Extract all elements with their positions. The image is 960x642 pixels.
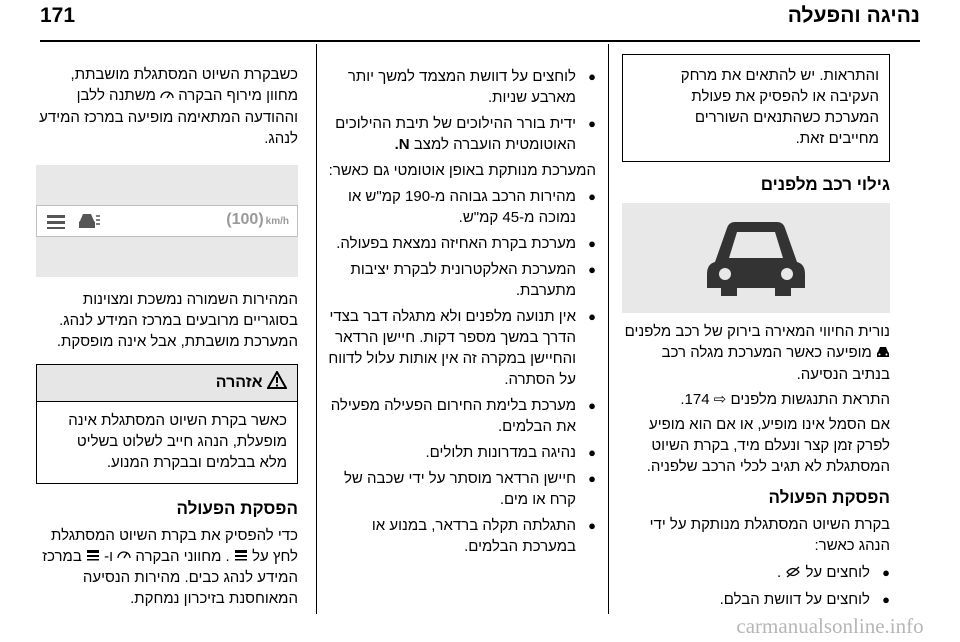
column-divider-left xyxy=(316,44,317,614)
driver-info-display-panel xyxy=(36,165,298,277)
para-text: המהירות השמורה נמשכת ומצוינות xyxy=(82,290,298,308)
para-text: מחוון מירוף הבקרה xyxy=(178,87,298,104)
list-text: במקרה זה אין אותות xyxy=(399,350,526,367)
cruise-indicator-icon xyxy=(160,86,174,107)
watermark: carmanualsonline.info xyxy=(736,614,924,638)
paragraph-crossref xyxy=(622,389,890,411)
cancel-icon xyxy=(785,563,801,584)
warning-line: מופעלת, הנהג חייב לשלוט בשליט xyxy=(76,432,287,450)
car-indicator-icon xyxy=(876,343,890,364)
list-item xyxy=(328,306,596,390)
para-text: התראת התנגשות מלפנים xyxy=(730,390,890,408)
list-text: חיישן הרדאר והחיישן xyxy=(335,329,576,367)
paragraph-deactivation xyxy=(622,514,890,556)
section-heading-stop: הפסקת הפעולה xyxy=(176,498,298,518)
warning-box xyxy=(36,364,298,484)
list-text: חיישן הרדאר מוסתר על ידי שכבה של xyxy=(343,470,576,487)
para-text: המסתגלת לא תגיב לכלי הרכב שלפניה. xyxy=(646,458,890,476)
left-column xyxy=(36,64,298,609)
list-text: אין תנועה מלפנים ולא מתגלה דבר xyxy=(363,308,576,325)
para-text: מלפנים xyxy=(624,323,672,340)
para-text: בסוגריים מרובעים במרכז המידע לנהג. xyxy=(59,311,298,329)
list-text: ההילוכים האוטומטית הועברה למצב xyxy=(335,115,576,153)
list-item xyxy=(328,515,596,557)
list-item xyxy=(328,113,596,155)
paragraph-stored-speed xyxy=(36,289,298,352)
cruise-control-icon xyxy=(117,546,131,567)
paragraph-indicator xyxy=(622,321,890,385)
para-text: ו- xyxy=(104,547,114,565)
list-text: לוחצים על דוושת המצמד למשך יותר xyxy=(347,68,576,85)
list-item xyxy=(328,468,596,510)
list-text: . xyxy=(776,564,782,582)
note-line: המערכת כשהתנאים השוררים xyxy=(694,109,879,126)
list-text: ידית בורר ההילוכים של תיבת xyxy=(395,115,576,132)
para-text: לפרק זמן קצר ונעלם מיד, בקרת השיוט xyxy=(651,437,890,455)
list-text: בפעולה. xyxy=(336,235,389,252)
display-icons xyxy=(45,212,101,230)
list-text: לוחצים על xyxy=(805,564,870,582)
para-text: אם הסמל אינו מופיע, או אם הוא מופיע xyxy=(649,416,890,434)
note-box xyxy=(622,54,890,162)
para-text: וההודעה המתאימה מופיעה במרכז המידע xyxy=(39,108,298,126)
para-text: בקרת השיוט המסתגלת מנותקת על ידי xyxy=(649,516,890,534)
list-text: מפעילה את הבלמים. xyxy=(330,397,576,435)
warning-header xyxy=(37,365,297,402)
driver-info-display xyxy=(36,205,298,237)
para-text: המערכת מושבתת, אבל אינה מופסקת. xyxy=(56,332,298,350)
gear-position: N. xyxy=(394,136,410,153)
note-line: העקיבה או להפסיק את פעולת xyxy=(691,88,879,105)
page-header-title: נהיגה והפעלה xyxy=(787,4,920,27)
list-text: מהירות הרכב גבוהה מ-190 קמ"ש או xyxy=(347,188,576,205)
list-text: נמוכה מ-45 קמ"ש. xyxy=(458,209,576,226)
deactivation-conditions-list xyxy=(328,66,596,155)
para-text: נורית החיווי המאירה בירוק של רכב xyxy=(675,323,890,340)
middle-column xyxy=(328,66,596,562)
page-ref: 174. xyxy=(680,390,710,408)
para-text: המאוחסנת בזיכרון נמחקת. xyxy=(130,590,298,608)
distance-icon xyxy=(86,546,100,567)
header-rule xyxy=(40,40,920,42)
list-text: מתערבת. xyxy=(515,282,576,299)
list-text: מארבע שניות. xyxy=(488,89,576,106)
list-item xyxy=(328,442,596,463)
list-item xyxy=(328,395,596,437)
warning-title: אזהרה xyxy=(215,373,263,391)
para-text: במרכז xyxy=(42,547,82,565)
list-text: מערכת בלימת החירום הפעילה xyxy=(384,397,576,414)
paragraph-disabled-state xyxy=(36,64,298,149)
list-item xyxy=(328,259,596,301)
para-text: כאשר: xyxy=(328,162,369,179)
list-text: מערכת בקרת האחיזה נמצאת xyxy=(392,235,576,252)
following-distance-icon xyxy=(45,212,67,230)
list-item xyxy=(328,233,596,254)
para-text: משתנה ללבן xyxy=(76,87,156,104)
warning-body xyxy=(37,402,297,483)
auto-deactivation-list xyxy=(328,186,596,557)
para-text: מופיעה כאשר המערכת מגלה xyxy=(690,344,872,361)
warning-line: מלא בבלמים ובבקרת המנוע. xyxy=(106,453,287,471)
note-line: מחייבים זאת. xyxy=(795,130,879,147)
para-text: כשבקרת השיוט המסתגלת מושבתת, xyxy=(70,66,298,83)
deactivation-list xyxy=(622,562,890,610)
list-item xyxy=(622,589,890,610)
para-text: המערכת מנותקת באופן אוטומטי גם xyxy=(372,162,596,179)
paragraph-stop xyxy=(36,525,298,610)
list-text: במערכת הבלמים. xyxy=(464,538,576,555)
column-divider-right xyxy=(608,44,609,614)
section-heading-deactivation: הפסקת הפעולה xyxy=(768,488,890,508)
warning-line: כאשר בקרת השיוט המסתגלת אינה xyxy=(68,411,287,429)
stored-speed-readout xyxy=(226,209,289,232)
para-text: . מחווני הבקרה xyxy=(135,547,230,565)
section-heading-vehicle-detection: גילוי רכב מלפנים xyxy=(760,175,890,194)
auto-deactivation-intro xyxy=(328,160,596,181)
cancel-button-icon xyxy=(234,546,248,567)
para-text: המידע לנהג כבים. מהירות הנסיעה xyxy=(82,569,298,587)
arrow-ref-icon: ⇨ xyxy=(713,391,727,409)
paragraph-no-symbol xyxy=(622,414,890,477)
list-text: לוחצים על דוושת הבלם. xyxy=(719,590,870,608)
list-item xyxy=(328,66,596,108)
list-text: קרח או מים. xyxy=(499,491,576,508)
warning-triangle-icon xyxy=(267,371,287,395)
car-front-icon xyxy=(701,218,811,298)
speed-unit: km/h xyxy=(265,216,289,228)
list-text: התגלתה תקלה ברדאר, במנוע או xyxy=(371,517,576,534)
vehicle-ahead-icon xyxy=(77,212,101,230)
list-text: המערכת האלקטרונית לבקרת יציבות xyxy=(350,261,576,278)
para-text: רכב בנתיב הנסיעה. xyxy=(661,344,890,383)
list-item xyxy=(622,562,890,584)
para-text: הנהג כאשר: xyxy=(814,537,890,555)
list-text: בצדי הדרך במשך מספר דקות. xyxy=(329,308,576,346)
page-number: 171 xyxy=(40,4,76,27)
note-line: והתראות. יש להתאים את מרחק xyxy=(680,67,879,84)
para-text: לחץ על xyxy=(252,547,298,565)
vehicle-icon-panel xyxy=(622,203,890,313)
para-text: כדי להפסיק את בקרת השיוט המסתגלת xyxy=(51,526,298,544)
stored-speed-value: (100) xyxy=(226,211,264,229)
list-text: עלול לדווח על הסתרה. xyxy=(328,350,576,388)
right-column xyxy=(622,46,890,615)
list-text: נהיגה במדרונות תלולים. xyxy=(425,444,576,461)
para-text: לנהג. xyxy=(264,129,298,147)
list-item xyxy=(328,186,596,228)
